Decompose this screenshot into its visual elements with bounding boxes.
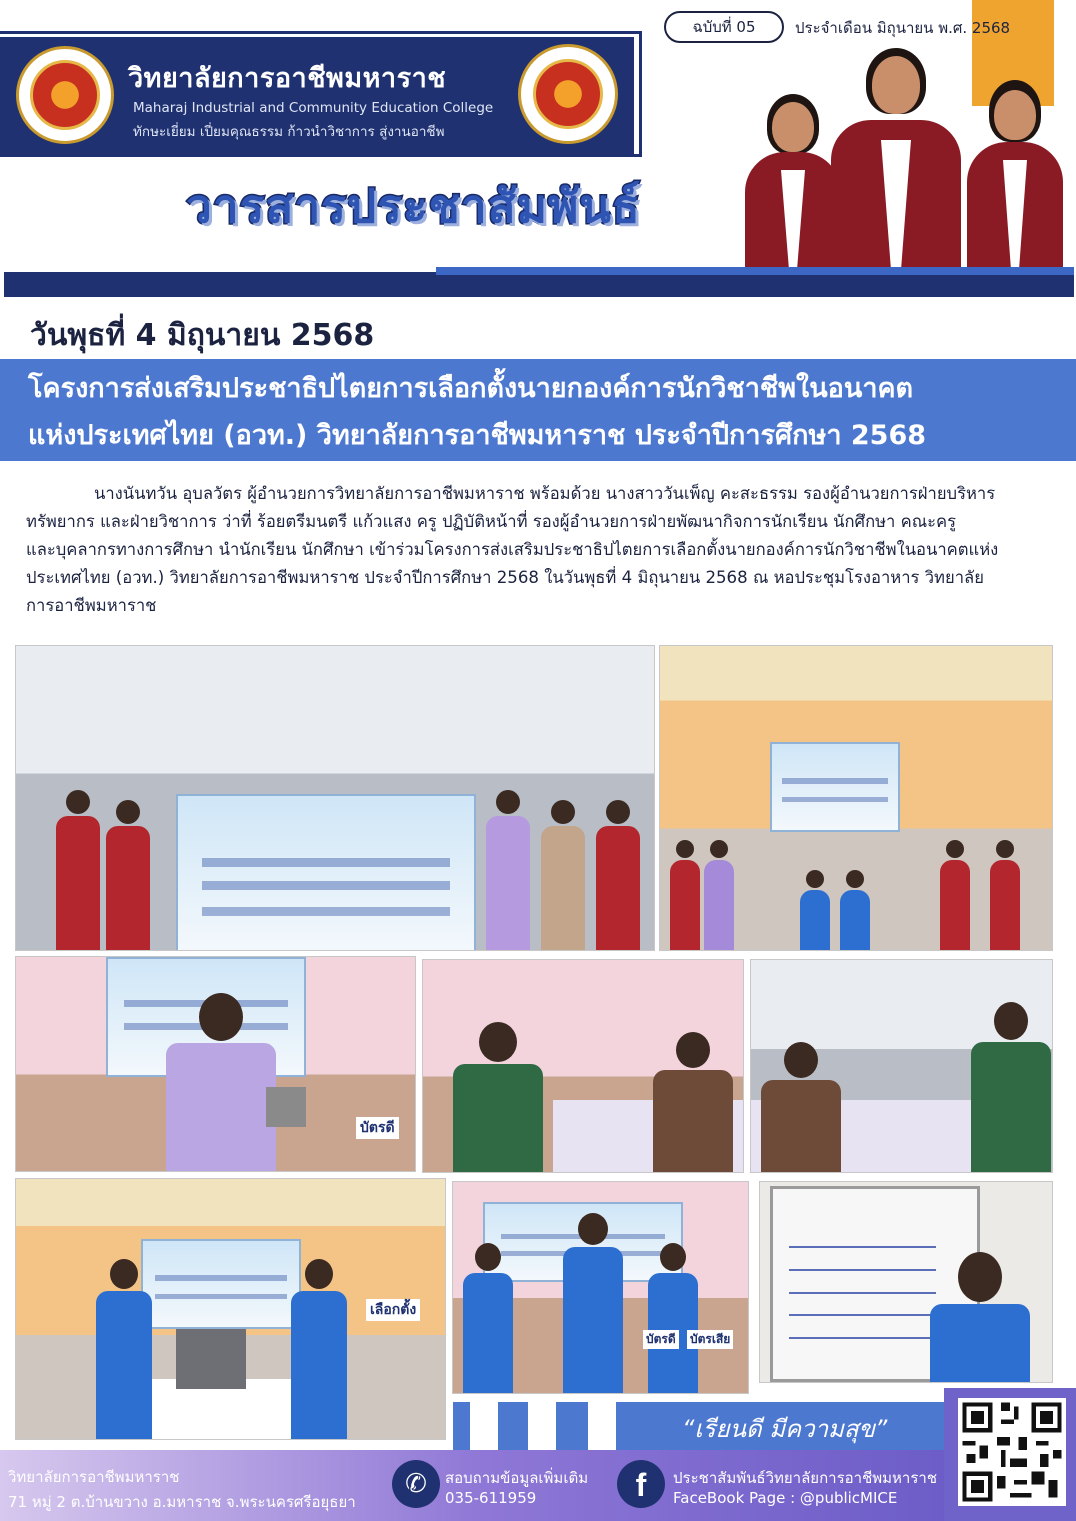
photo-voting-desk-1 (422, 959, 744, 1173)
header-divider (4, 272, 1074, 297)
body-line: นางนันทวัน อุบลวัตร ผู้อำนวยการวิทยาลัยการอาชีพมหาราช พร้อมด้วย นางสาววันเพ็ญ คะสะธรรม รองผู้อำนวยการฝ่ายบริหาร (94, 484, 996, 503)
body-line: การอาชีพมหาราช (26, 596, 157, 615)
ballot-label: บัตรดี (356, 1117, 399, 1139)
booth-sign: เลือกตั้ง (366, 1299, 420, 1321)
photo-speaker (15, 956, 416, 1172)
ballot-label-2: บัตรดี (643, 1330, 679, 1349)
phone-icon: ✆ (392, 1460, 440, 1508)
contact-label: สอบถามข้อมูลเพิ่มเติม (445, 1469, 589, 1487)
ballot-label-bad: บัตรเสีย (687, 1330, 733, 1349)
journal-title: วารสารประชาสัมพันธ์ (186, 179, 641, 233)
body-line: ประเทศไทย (อวท.) วิทยาลัยการอาชีพมหาราช ประจำปีการศึกษา 2568 ในวันพุธที่ 4 มิถุนายน 2568 ณ หอประชุมโรงอาหาร วิทยาลัย (26, 568, 984, 587)
issue-month: ประจำเดือน มิถุนายน พ.ศ. 2568 (795, 19, 1011, 37)
college-logo-icon (16, 46, 114, 144)
body-line: ทรัพยากร และฝ่ายวิชาการ ว่าที่ ร้อยตรีมนตรี แก้วแสง ครู ปฏิบัติหน้าที่ รองผู้อำนวยการฝ่ายพัฒนากิจการนักเรียน นักศึกษา คณะครู (26, 512, 957, 531)
executive-left (745, 80, 841, 270)
article-date: วันพุธที่ 4 มิถุนายน 2568 (30, 318, 375, 353)
body-line: และบุคลากรทางการศึกษา นำนักเรียน นักศึกษา เข้าร่วมโครงการส่งเสริมประชาธิปไตยการเลือกตั้งนายกองค์การนักวิชาชีพในอนาคตแห่ง (26, 540, 999, 559)
photo-group-stage (659, 645, 1053, 951)
contact-phone[interactable]: 035-611959 (445, 1489, 537, 1507)
facebook-icon: f (617, 1460, 665, 1508)
photo-candidates-mic (452, 1181, 749, 1394)
college-motto: ทักษะเยี่ยม เปี่ยมคุณธรรม ก้าวนำวิชาการ สู่งานอาชีพ (133, 124, 445, 140)
college-name-th: วิทยาลัยการอาชีพมหาราช (128, 63, 447, 94)
footer-college-name: วิทยาลัยการอาชีพมหาราช (8, 1468, 180, 1486)
article-title-line-2: แห่งประเทศไทย (อวท.) วิทยาลัยการอาชีพมหาราช ประจำปีการศึกษา 2568 (28, 420, 927, 451)
header-accent-line (436, 267, 1074, 275)
executives-photo (745, 48, 1065, 270)
executive-right (967, 70, 1063, 270)
issue-number-badge: ฉบับที่ 05 (664, 11, 784, 43)
photo-group-banner (15, 645, 655, 951)
footer-address: 71 หมู่ 2 ต.บ้านขวาง อ.มหาราช จ.พระนครศรีอยุธยา (8, 1493, 356, 1511)
article-title-line-1: โครงการส่งเสริมประชาธิปไตยการเลือกตั้งนายกองค์การนักวิชาชีพในอนาคต (28, 373, 914, 404)
qr-code-icon[interactable] (958, 1398, 1066, 1506)
photo-voting-desk-2 (750, 959, 1053, 1173)
executive-center (831, 48, 961, 270)
facebook-page[interactable]: FaceBook Page : @publicMICE (673, 1489, 898, 1507)
photo-ballot-box (15, 1178, 446, 1440)
slogan-stripe (470, 1402, 498, 1450)
vocational-org-logo-icon (518, 44, 618, 144)
slogan-stripe (588, 1402, 616, 1450)
college-slogan: “เรียนดี มีความสุข” (682, 1415, 888, 1443)
article-body (26, 480, 1056, 620)
college-name-en: Maharaj Industrial and Community Education College (133, 100, 494, 116)
facebook-name[interactable]: ประชาสัมพันธ์วิทยาลัยการอาชีพมหาราช (673, 1469, 938, 1487)
slogan-stripe (528, 1402, 556, 1450)
photo-vote-count-board (759, 1181, 1053, 1383)
